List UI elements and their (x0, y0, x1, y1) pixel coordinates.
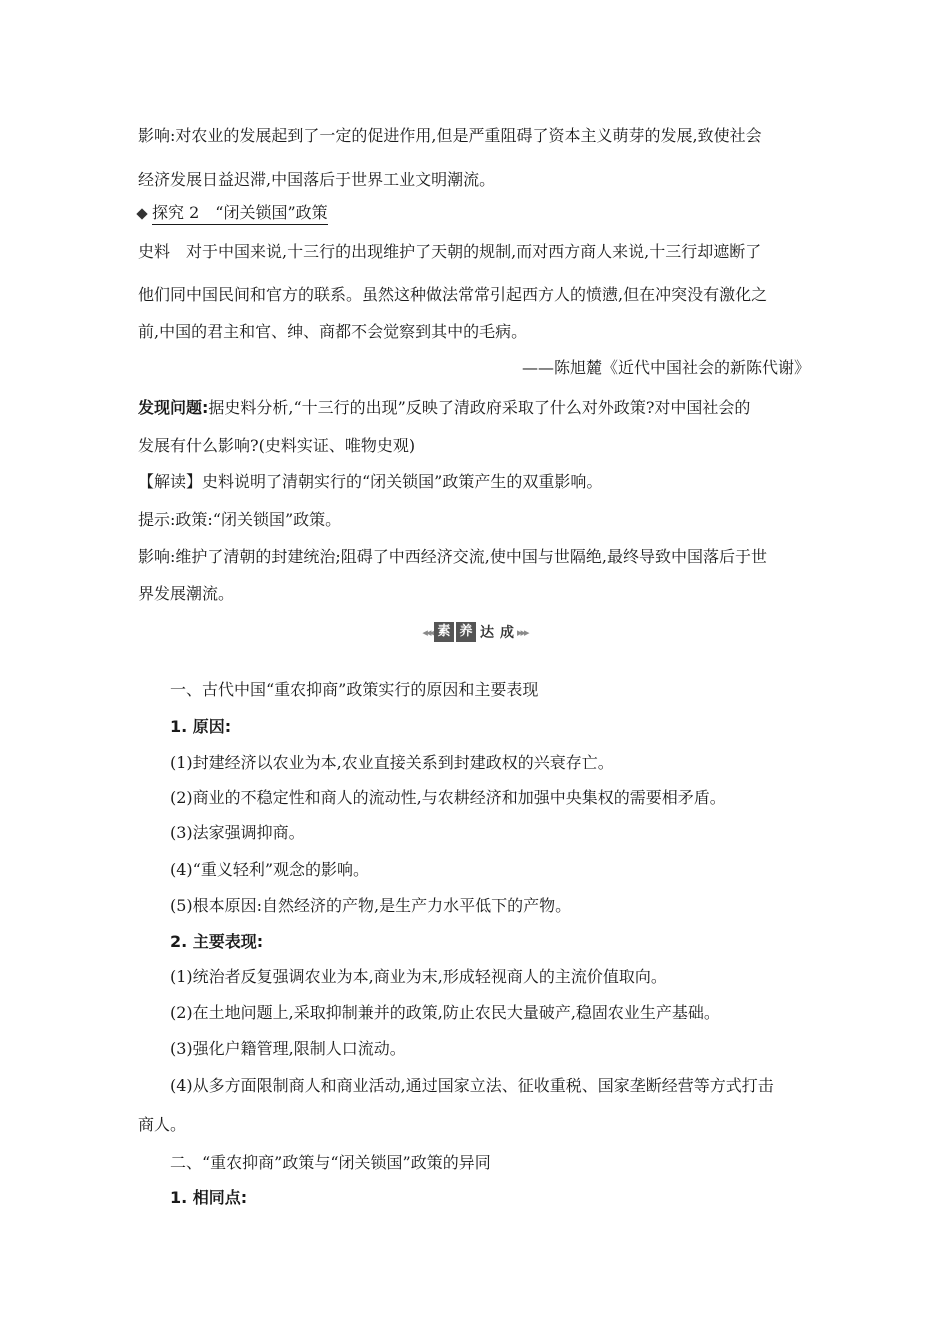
explore-title: 探究 2 “闭关锁国”政策 (152, 203, 328, 225)
text-line: 影响:对农业的发展起到了一定的促进作用,但是严重阻碍了资本主义萌芽的发展,致使社会 (138, 126, 762, 145)
subheading: 1. 相同点: (170, 1188, 248, 1207)
subheading: 2. 主要表现: (170, 932, 264, 951)
diamond-bullet-icon (136, 208, 147, 219)
list-item: (5)根本原因:自然经济的产物,是生产力水平低下的产物。 (170, 896, 572, 915)
list-item: (4)从多方面限制商人和商业活动,通过国家立法、征收重税、国家垄断经营等方式打击 (170, 1076, 774, 1095)
question-line (138, 398, 750, 418)
section-heading: 二、“重农抑商”政策与“闭关锁国”政策的异同 (170, 1153, 491, 1172)
chevron-left-icon: ◂◂◂ (422, 625, 433, 639)
explore-heading (138, 203, 328, 225)
list-item: (3)法家强调抑商。 (170, 823, 305, 842)
list-item: (2)商业的不稳定性和商人的流动性,与农耕经济和加强中央集权的需要相矛盾。 (170, 788, 726, 807)
hint: 提示:政策:“闭关锁国”政策。 (138, 510, 342, 529)
source-text-line: 他们同中国民间和官方的联系。虽然这种做法常常引起西方人的愤懑,但在冲突没有激化之 (138, 285, 768, 304)
banner-char: 素 (434, 622, 454, 642)
list-item: (4)“重义轻利”观念的影响。 (170, 860, 370, 879)
list-item: (1)统治者反复强调农业为本,商业为末,形成轻视商人的主流价值取向。 (170, 967, 667, 986)
list-item-continued: 商人。 (138, 1115, 187, 1134)
banner-char: 成 (500, 625, 514, 641)
text-line: 经济发展日益迟滞,中国落后于世界工业文明潮流。 (138, 170, 496, 189)
section-banner (405, 620, 545, 644)
interpretation: 【解读】史料说明了清朝实行的“闭关锁国”政策产生的双重影响。 (138, 472, 603, 491)
citation: ——陈旭麓《近代中国社会的新陈代谢》 (521, 358, 810, 377)
source-text-line: 史料 对于中国来说,十三行的出现维护了天朝的规制,而对西方商人来说,十三行却遮断了 (138, 242, 762, 261)
question-line: 发展有什么影响?(史料实证、唯物史观) (138, 436, 416, 455)
chevron-right-icon: ▸▸▸ (517, 625, 528, 639)
subheading: 1. 原因: (170, 717, 232, 736)
effect-line: 界发展潮流。 (138, 584, 235, 603)
list-item: (2)在土地问题上,采取抑制兼并的政策,防止农民大量破产,稳固农业生产基础。 (170, 1003, 720, 1022)
question-label: 发现问题: (138, 398, 209, 417)
source-text-line: 前,中国的君主和官、绅、商都不会觉察到其中的毛病。 (138, 322, 528, 341)
banner-char: 达 (480, 625, 494, 641)
list-item: (1)封建经济以农业为本,农业直接关系到封建政权的兴衰存亡。 (170, 753, 614, 772)
question-text: 据史料分析,“十三行的出现”反映了清政府采取了什么对外政策?对中国社会的 (208, 398, 751, 417)
banner-char: 养 (456, 622, 476, 642)
effect-line: 影响:维护了清朝的封建统治;阻碍了中西经济交流,使中国与世隔绝,最终导致中国落后于世 (138, 547, 767, 566)
list-item: (3)强化户籍管理,限制人口流动。 (170, 1039, 406, 1058)
section-heading: 一、古代中国“重农抑商”政策实行的原因和主要表现 (170, 680, 539, 699)
